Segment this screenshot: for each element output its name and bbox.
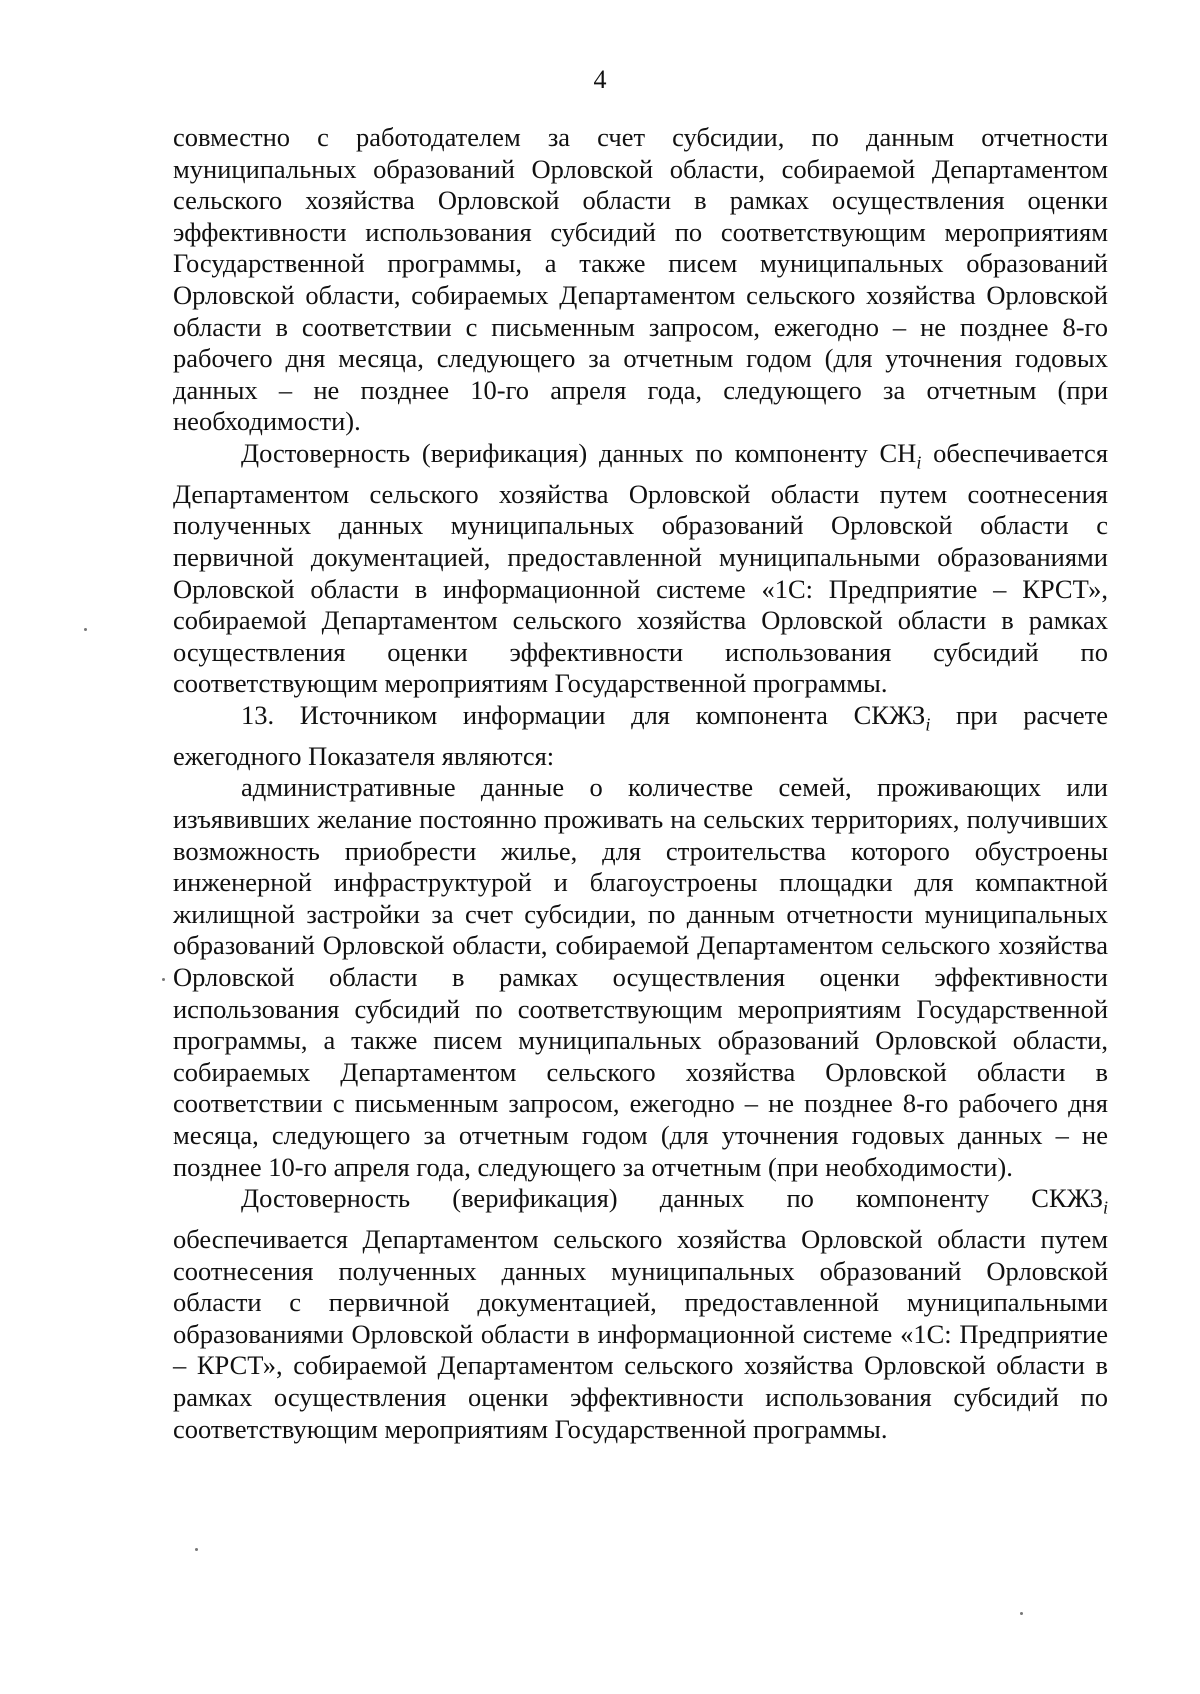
paragraph-1-text: совместно с работодателем за счет субсидии, по данным отчетности муниципальных образований Орловской области, собираемой Департаментом сельского хозяйства Орловской области в рамках осуществления оценки эффективности использования субсидий по соответствующим мероприятиям Государственной программы, а также писем муниципальных образований Орловской области, собираемых Департаментом сельского хозяйства Орловской области в соответствии с письменным запросом, ежегодно – не позднее 8-го рабочего дня месяца, следующего за отчетным годом (для уточнения годовых данных – не позднее 10-го апреля года, следующего за отчетным (при необходимости).	[173, 122, 1108, 437]
paragraph-2-lead: Достоверность (верификация) данных по компоненту СН	[241, 437, 917, 468]
paragraph-5-subscript: i	[1102, 1197, 1108, 1218]
paragraph-5-lead: Достоверность (верификация) данных по компоненту СКЖЗ	[241, 1183, 1103, 1214]
paragraph-3-lead: 13. Источником информации для компонента СКЖЗ	[241, 699, 926, 730]
paragraph-5-text: обеспечивается Департаментом сельского хозяйства Орловской области путем соотнесения полученных данных муниципальных образований Орловской области с первичной документацией, предоставленной муниципальными образованиями Орловской области в информационной системе «1С: Предприятие – КРСТ», собираемой Департаментом сельского хозяйства Орловской области в рамках осуществления оценки эффективности использования субсидий по соответствующим мероприятиям Государственной программы.	[173, 1224, 1108, 1444]
paragraph-4-text: административные данные о количестве семей, проживающих или изъявивших желание постоянно проживать на сельских территориях, получивших возможность приобрести жилье, для строительства которого обустроены инженерной инфраструктурой и благоустроены площадки для компактной жилищной застройки за счет субсидии, по данным отчетности муниципальных образований Орловской области, собираемой Департаментом сельского хозяйства Орловской области в рамках осуществления оценки эффективности использования субсидий по соответствующим мероприятиям Государственной программы, а также писем муниципальных образований Орловской области, собираемых Департаментом сельского хозяйства Орловской области в соответствии с письменным запросом, ежегодно – не позднее 8-го рабочего дня месяца, следующего за отчетным годом (для уточнения годовых данных – не позднее 10-го апреля года, следующего за отчетным (при необходимости).	[173, 772, 1108, 1182]
paragraph-5	[173, 1183, 1108, 1445]
paragraph-4	[173, 772, 1108, 1183]
paragraph-2-text: обеспечивается Департаментом сельского хозяйства Орловской области путем соотнесения полученных данных муниципальных образований Орловской области с первичной документацией, предоставленной муниципальными образованиями Орловской области в информационной системе «1С: Предприятие – КРСТ», собираемой Департаментом сельского хозяйства Орловской области в рамках осуществления оценки эффективности использования субсидий по соответствующим мероприятиям Государственной программы.	[173, 437, 1109, 699]
page-number: 4	[593, 65, 607, 94]
scan-speck	[84, 628, 87, 631]
scan-speck	[162, 978, 165, 981]
scan-speck	[1020, 1612, 1023, 1615]
document-body	[173, 122, 1108, 1445]
scan-speck	[195, 1548, 198, 1551]
paragraph-3-text: при расчете ежегодного Показателя являются:	[173, 699, 1108, 771]
paragraph-2-subscript: i	[916, 452, 922, 473]
paragraph-2	[173, 438, 1108, 700]
paragraph-3-subscript: i	[925, 714, 931, 735]
paragraph-1	[173, 122, 1108, 438]
paragraph-3	[173, 700, 1108, 772]
